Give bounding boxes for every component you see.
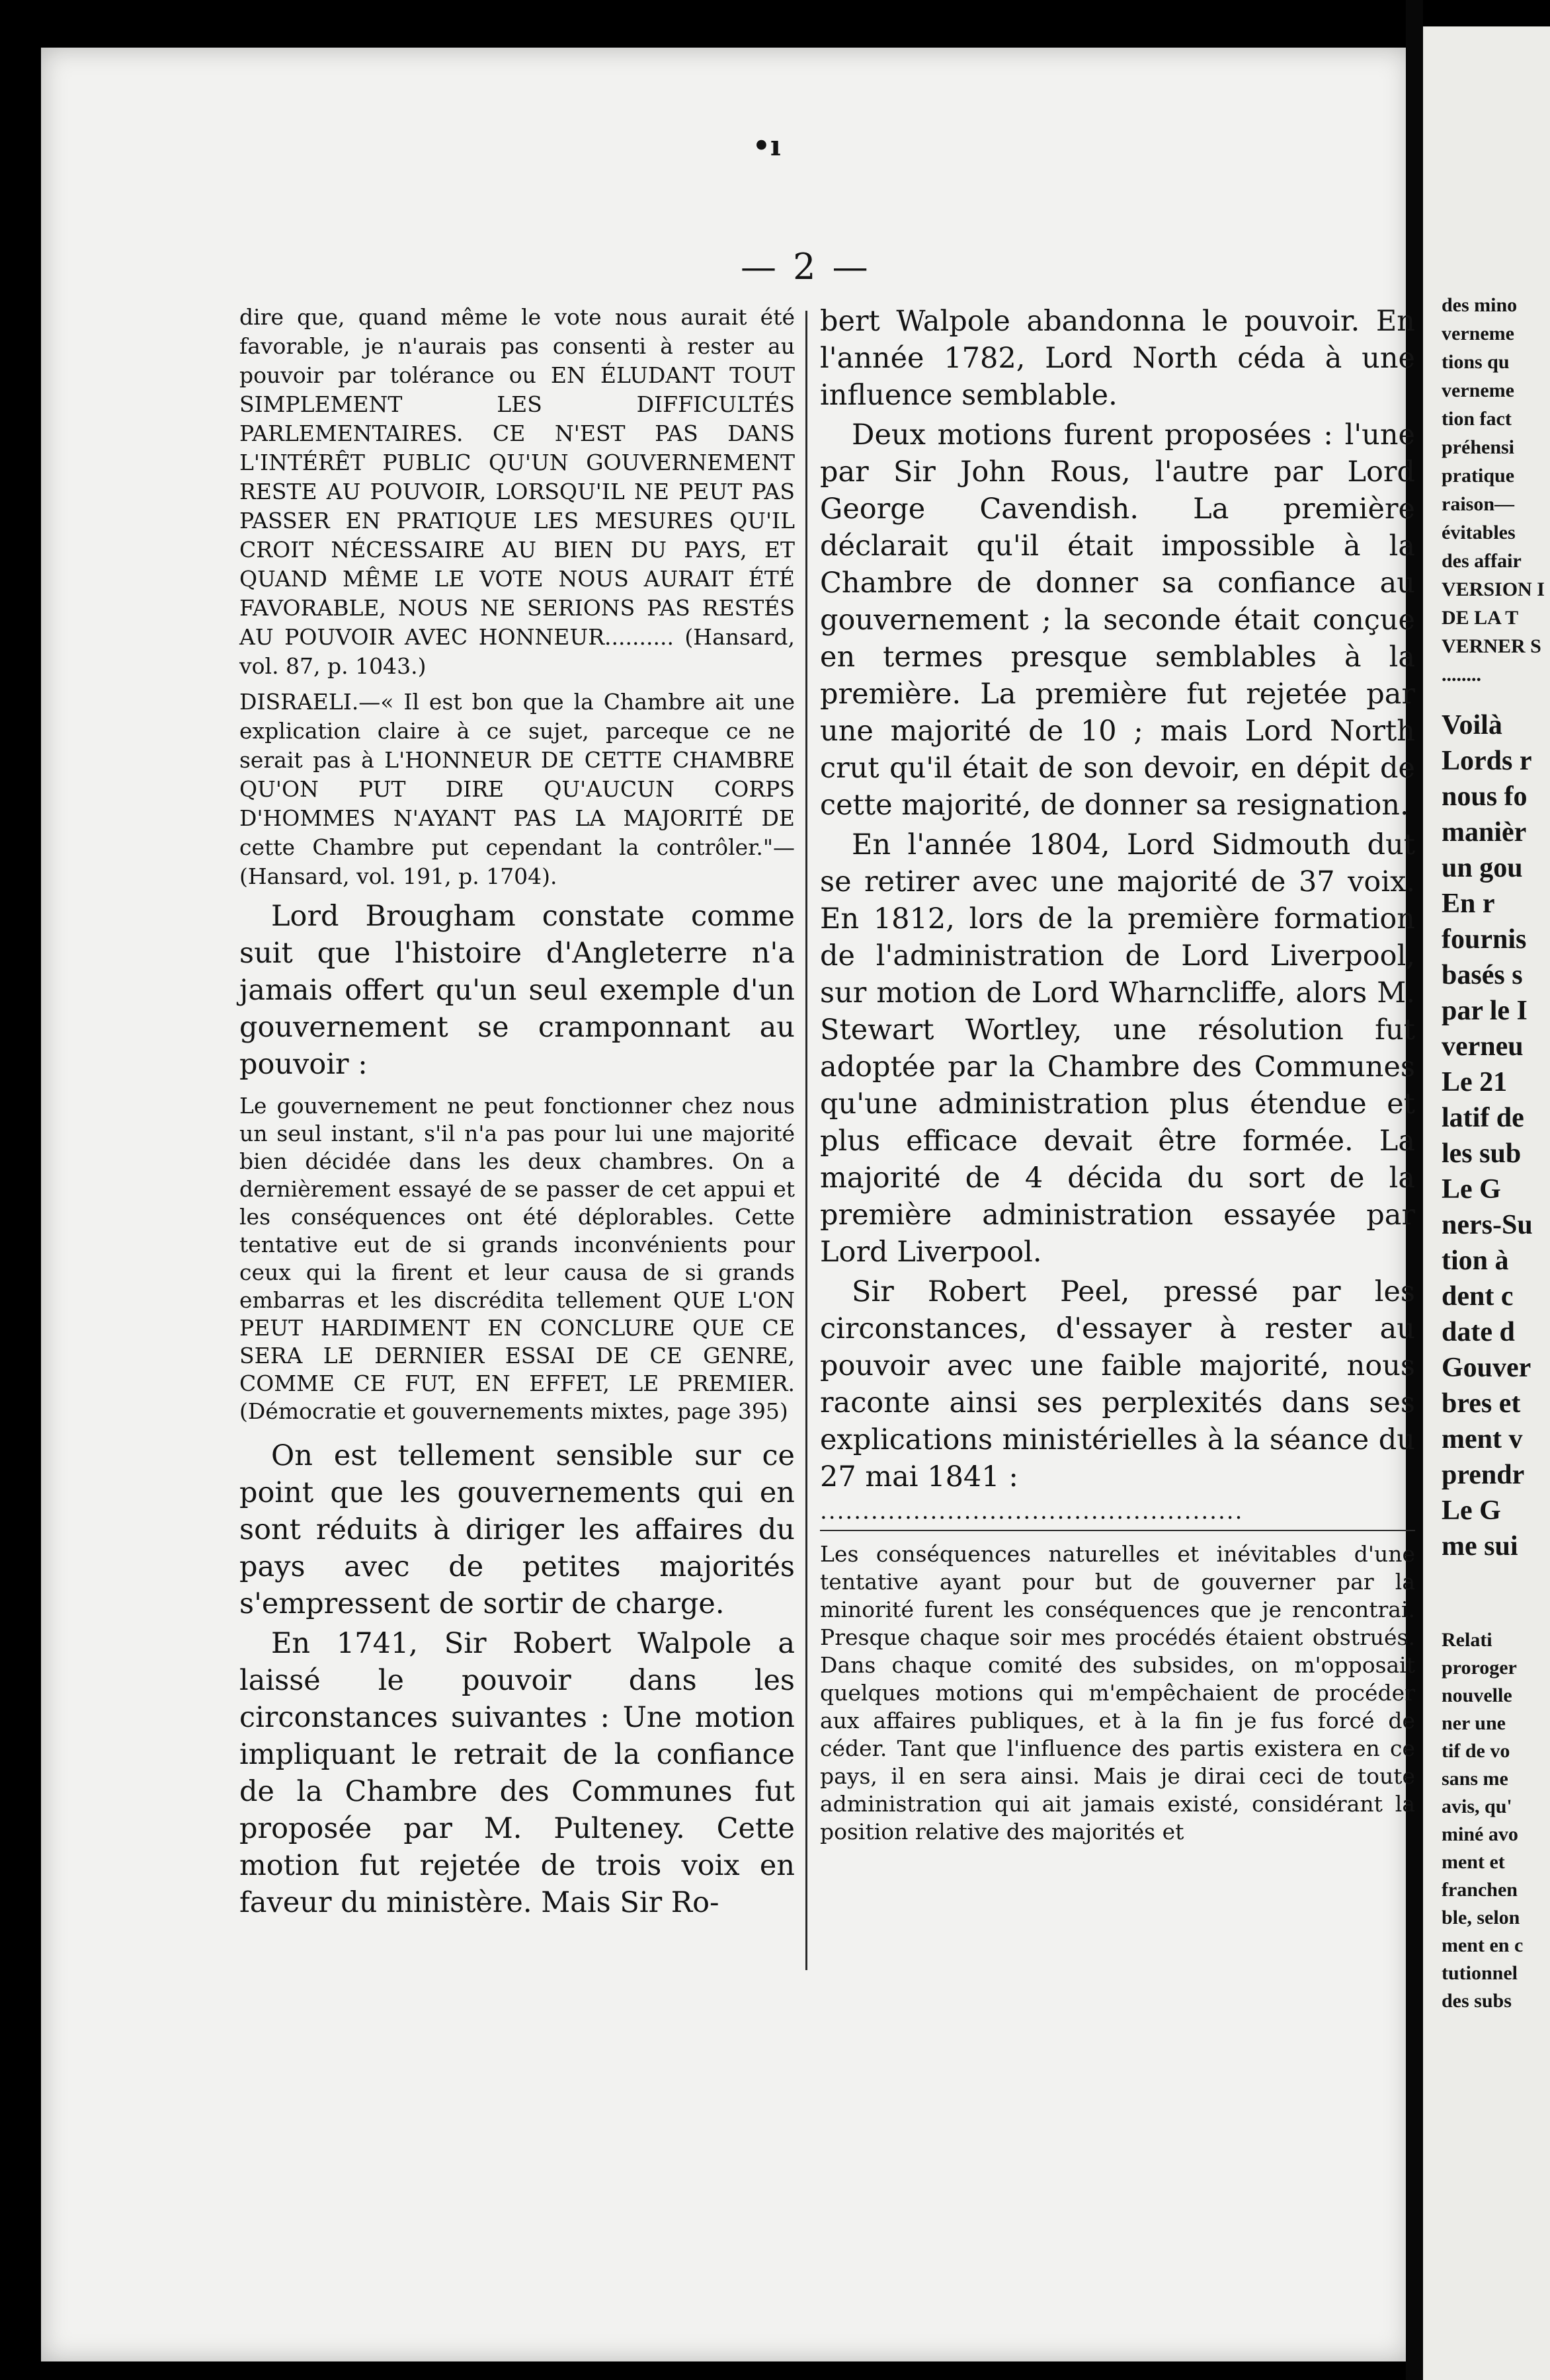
adjacent-line: des subs xyxy=(1442,1990,1512,2012)
adjacent-line: ........ xyxy=(1442,664,1481,686)
adjacent-line: verneu xyxy=(1442,1031,1524,1062)
adjacent-line: prendr xyxy=(1442,1460,1525,1490)
adjacent-line: tions qu xyxy=(1442,351,1510,373)
paragraph-walpole: En 1741, Sir Robert Walpole a laissé le pouvoir dans les circonstances suivantes : Une motion impliquant le retrait de la confiance de la Chambre des Communes fut proposée par M. Pulteney. Cette motion fut rejetée de trois voix en faveur du ministère. Mais Sir Ro- xyxy=(239,1627,795,1919)
adjacent-line: ment v xyxy=(1442,1424,1523,1454)
paragraph-peel: Sir Robert Peel, pressé par les circonstances, d'essayer à rester au pouvoir avec une faible majorité, nous raconte ainsi ses perplexités dans ses explications ministérielles à la séance du 27 mai 1841 : xyxy=(820,1275,1415,1493)
adjacent-line: raison— xyxy=(1442,493,1515,515)
column-right xyxy=(820,303,1415,1858)
adjacent-line: Le G xyxy=(1442,1174,1501,1205)
adjacent-line: ble, selon xyxy=(1442,1907,1520,1928)
adjacent-line: un gou xyxy=(1442,853,1523,883)
separator-line xyxy=(820,1530,1415,1531)
adjacent-line: proroger xyxy=(1442,1657,1517,1679)
adjacent-page-fragment xyxy=(1423,26,1550,2380)
adjacent-line: avis, qu' xyxy=(1442,1796,1512,1817)
adjacent-line: verneme xyxy=(1442,323,1514,344)
adjacent-line: bres et xyxy=(1442,1388,1521,1419)
adjacent-top-block xyxy=(1442,291,1545,689)
top-mark: •ı xyxy=(753,130,781,162)
adjacent-body-block xyxy=(1442,707,1533,1564)
adjacent-line: nouvelle xyxy=(1442,1685,1512,1706)
adjacent-line: basés s xyxy=(1442,960,1523,990)
adjacent-line: DE LA T xyxy=(1442,607,1519,629)
adjacent-line: par le I xyxy=(1442,996,1528,1026)
adjacent-line: verneme xyxy=(1442,379,1514,401)
adjacent-line: me sui xyxy=(1442,1531,1518,1562)
ellipsis-line: .................................................. xyxy=(820,1498,1244,1525)
quote-peel: Les conséquences naturelles et inévitables d'une tentative ayant pour but de gouverner par la minorité furent les conséquences que je rencontrai. Presque chaque soir mes procédés étaient obstrués. Dans chaque comité des subsides, on m'opposait quelques motions qui m'empêchaient de procéder aux affaires publiques, et à la fin je fus forcé de céder. Tant que l'influence des partis existera en ce pays, il en sera ainsi. Mais je dirai ceci de toute administration qui ait jamais existé, considérant la position relative des majorités et xyxy=(820,1541,1415,1844)
adjacent-line: des affair xyxy=(1442,550,1522,572)
adjacent-line: Lords r xyxy=(1442,746,1532,776)
adjacent-line: VERNER S xyxy=(1442,635,1541,657)
adjacent-line: dent c xyxy=(1442,1281,1514,1312)
adjacent-line: Le G xyxy=(1442,1495,1501,1526)
paragraph-brougham: Lord Brougham constate comme suit que l'histoire d'Angleterre n'a jamais offert qu'un seul exemple d'un gouvernement se cramponnant au pouvoir : xyxy=(239,900,795,1081)
paragraph-sensible: On est tellement sensible sur ce point que les gouvernements qui en sont réduits à diriger les affaires du pays avec de petites majorités s'empressent de sortir de charge. xyxy=(239,1439,795,1620)
quote-hansard: dire que, quand même le vote nous aurait été favorable, je n'aurais pas consenti à rester au pouvoir par tolérance ou EN ÉLUDANT TOUT SIMPLEMENT LES DIFFICULTÉS PARLEMENTAIRES. CE N'EST PAS DANS L'INTÉRÊT PUBLIC QU'UN GOUVERNEMENT RESTE AU POUVOIR, LORSQU'IL NE PEUT PAS PASSER EN PRATIQUE LES MESURES QU'IL CROIT NÉCESSAIRE AU BIEN DU PAYS, ET QUAND MÊME LE VOTE NOUS AURAIT ÉTÉ FAVORABLE, NOUS NE SERIONS PAS RESTÉS AU POUVOIR AVEC HONNEUR.......... (Hansard, vol. 87, p. 1043.) xyxy=(239,304,795,679)
column-left xyxy=(239,303,795,1924)
adjacent-line: ment en c xyxy=(1442,1934,1524,1956)
adjacent-line: franchen xyxy=(1442,1879,1518,1901)
adjacent-line: préhensi xyxy=(1442,436,1515,458)
adjacent-line: ment et xyxy=(1442,1851,1505,1873)
adjacent-line: fournis xyxy=(1442,924,1527,955)
quote-disraeli: DISRAELI.—« Il est bon que la Chambre ait une explication claire à ce sujet, parceque ce ne serait pas à L'HONNEUR DE CETTE CHAMBRE QU'ON PUT DIRE QU'AUCUN CORPS D'HOMMES N'AYANT PAS LA MAJORITÉ DE cette Chambre put cependant la contrôler."—(Hansard, vol. 191, p. 1704). xyxy=(239,689,795,889)
adjacent-line: pratique xyxy=(1442,465,1515,487)
adjacent-line: Relati xyxy=(1442,1629,1492,1651)
adjacent-line: nous fo xyxy=(1442,781,1528,812)
adjacent-line: miné avo xyxy=(1442,1823,1518,1845)
adjacent-line: Voilà xyxy=(1442,710,1502,740)
adjacent-line: Gouver xyxy=(1442,1353,1531,1383)
adjacent-line: tif de vo xyxy=(1442,1740,1510,1762)
column-rule xyxy=(805,311,807,1970)
adjacent-line: manièr xyxy=(1442,817,1527,848)
adjacent-line: tion fact xyxy=(1442,408,1512,430)
adjacent-line: date d xyxy=(1442,1317,1515,1347)
adjacent-line: sans me xyxy=(1442,1768,1508,1790)
adjacent-line: des mino xyxy=(1442,294,1518,316)
page-number: — 2 — xyxy=(741,246,871,288)
adjacent-line: ners-Su xyxy=(1442,1210,1533,1240)
paragraph-sidmouth: En l'année 1804, Lord Sidmouth dut se retirer avec une majorité de 37 voix. En 1812, lors de la première formation de l'administration de Lord Liverpool, sur motion de Lord Wharncliffe, alors M. Stewart Wortley, une résolution fut adoptée par la Chambre des Communes qu'une administration plus étendue et plus efficace devait être formée. La majorité de 4 décida du sort de la première administration essayée par Lord Liverpool. xyxy=(820,828,1415,1269)
adjacent-line: tutionnel xyxy=(1442,1962,1518,1984)
adjacent-line: En r xyxy=(1442,889,1495,919)
adjacent-line: VERSION I xyxy=(1442,578,1545,600)
adjacent-line: Le 21 xyxy=(1442,1067,1508,1097)
adjacent-line: latif de xyxy=(1442,1103,1524,1133)
paragraph-deux-motions: Deux motions furent proposées : l'une par Sir John Rous, l'autre par Lord George Cavendish. La première déclarait qu'il était impossible à la Chambre de donner sa confiance au gouvernement ; la seconde était conçue en termes presque semblables à la première. La première fut rejetée par une majorité de 10 ; mais Lord North crut qu'il était de son devoir, en dépit de cette majorité, de donner sa resignation. xyxy=(820,418,1415,822)
paragraph-continuation: bert Walpole abandonna le pouvoir. En l'année 1782, Lord North céda à une influence semblable. xyxy=(820,305,1415,412)
adjacent-line: tion à xyxy=(1442,1246,1509,1276)
adjacent-line: évitables xyxy=(1442,522,1516,543)
adjacent-line: les sub xyxy=(1442,1138,1522,1169)
quote-brougham: Le gouvernement ne peut fonctionner chez nous un seul instant, s'il n'a pas pour lui une majorité bien décidée dans les deux chambres. On a dernièrement essayé de se passer de cet appui et les conséquences ont été déplorables. Cette tentative eut de si grands inconvénients pour ceux qui la firent et leur causa de si grands embarras et les discrédita tellement QUE L'ON PEUT HARDIMENT EN CONCLURE QUE CE SERA LE DERNIER ESSAI DE CE GENRE, COMME CE FUT, EN EFFET, LE PREMIER. (Démocratie et gouvernements mixtes, page 395) xyxy=(239,1093,795,1424)
adjacent-line: ner une xyxy=(1442,1712,1506,1734)
adjacent-bottom-block xyxy=(1442,1626,1523,2015)
